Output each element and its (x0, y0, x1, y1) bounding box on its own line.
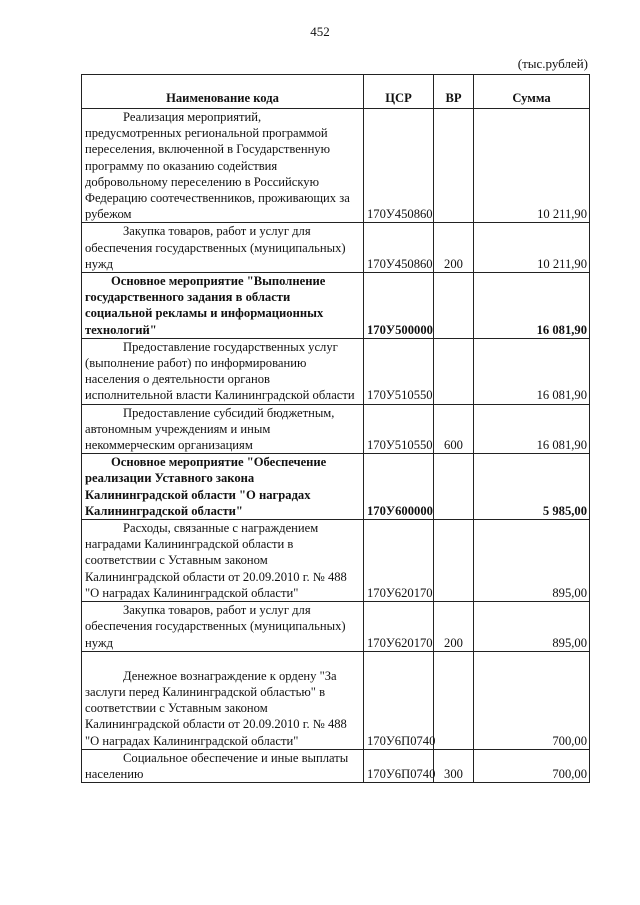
header-name: Наименование кода (82, 75, 364, 109)
row-vr: 300 (434, 749, 474, 782)
row-vr: 600 (434, 404, 474, 454)
row-name: Реализация мероприятий, предусмотренных региональной программой переселения, включенной в Государственную программу по оказанию содействия добровольному переселению в Российскую Федерацию соотечественников, проживающих за рубежом (82, 109, 364, 223)
row-csr: 170У510550 (364, 338, 434, 404)
row-csr: 170У620170 (364, 602, 434, 652)
row-sum: 10 211,90 (474, 223, 590, 273)
row-name: Закупка товаров, работ и услуг для обеспечения государственных (муниципальных) нужд (82, 602, 364, 652)
table-row (82, 602, 590, 652)
row-sum: 16 081,90 (474, 273, 590, 339)
header-vr: ВР (434, 75, 474, 109)
row-sum: 5 985,00 (474, 454, 590, 520)
budget-table (81, 74, 590, 783)
row-name: Предоставление субсидий бюджетным, автономным учреждениям и иным некоммерческим организациям (82, 404, 364, 454)
page-number: 452 (310, 24, 330, 39)
row-csr: 170У450860 (364, 109, 434, 223)
row-vr (434, 109, 474, 223)
table-row (82, 651, 590, 749)
row-vr (434, 520, 474, 602)
row-name: Расходы, связанные с награждением наградами Калининградской области в соответствии с Уставным законом Калининградской области от 20.09.2010 г. № 488 "О наградах Калининградской области" (82, 520, 364, 602)
row-vr: 200 (434, 223, 474, 273)
row-sum: 16 081,90 (474, 338, 590, 404)
row-sum: 10 211,90 (474, 109, 590, 223)
row-vr (434, 338, 474, 404)
row-name: Денежное вознаграждение к ордену "За заслуги перед Калининградской областью" в соответствии с Уставным законом Калининградской области от 20.09.2010 г. № 488 "О наградах Калининградской области" (82, 651, 364, 749)
row-csr: 170У510550 (364, 404, 434, 454)
row-vr (434, 454, 474, 520)
table-row (82, 749, 590, 782)
row-name: Закупка товаров, работ и услуг для обеспечения государственных (муниципальных) нужд (82, 223, 364, 273)
table-row (82, 404, 590, 454)
table-row (82, 273, 590, 339)
row-sum: 700,00 (474, 651, 590, 749)
row-sum: 16 081,90 (474, 404, 590, 454)
row-sum: 895,00 (474, 520, 590, 602)
header-sum: Сумма (474, 75, 590, 109)
table-row (82, 520, 590, 602)
row-name: Основное мероприятие "Обеспечение реализации Уставного закона Калининградской области "О наградах Калининградской области" (82, 454, 364, 520)
row-csr: 170У6П0740 (364, 749, 434, 782)
row-csr: 170У600000 (364, 454, 434, 520)
row-csr: 170У450860 (364, 223, 434, 273)
header-csr: ЦСР (364, 75, 434, 109)
row-vr: 200 (434, 602, 474, 652)
row-sum: 700,00 (474, 749, 590, 782)
row-name: Социальное обеспечение и иные выплаты населению (82, 749, 364, 782)
row-csr: 170У620170 (364, 520, 434, 602)
row-csr: 170У6П0740 (364, 651, 434, 749)
table-row (82, 338, 590, 404)
table-row (82, 454, 590, 520)
row-sum: 895,00 (474, 602, 590, 652)
units-label: (тыс.рублей) (517, 56, 588, 71)
row-csr: 170У500000 (364, 273, 434, 339)
row-name: Предоставление государственных услуг (выполнение работ) по информированию населения о деятельности органов исполнительной власти Калининградской области (82, 338, 364, 404)
row-vr (434, 651, 474, 749)
row-vr (434, 273, 474, 339)
row-name: Основное мероприятие "Выполнение государственного задания в области социальной рекламы и информационных технологий" (82, 273, 364, 339)
table-row (82, 109, 590, 223)
table-row (82, 223, 590, 273)
table-header-row (82, 75, 590, 109)
